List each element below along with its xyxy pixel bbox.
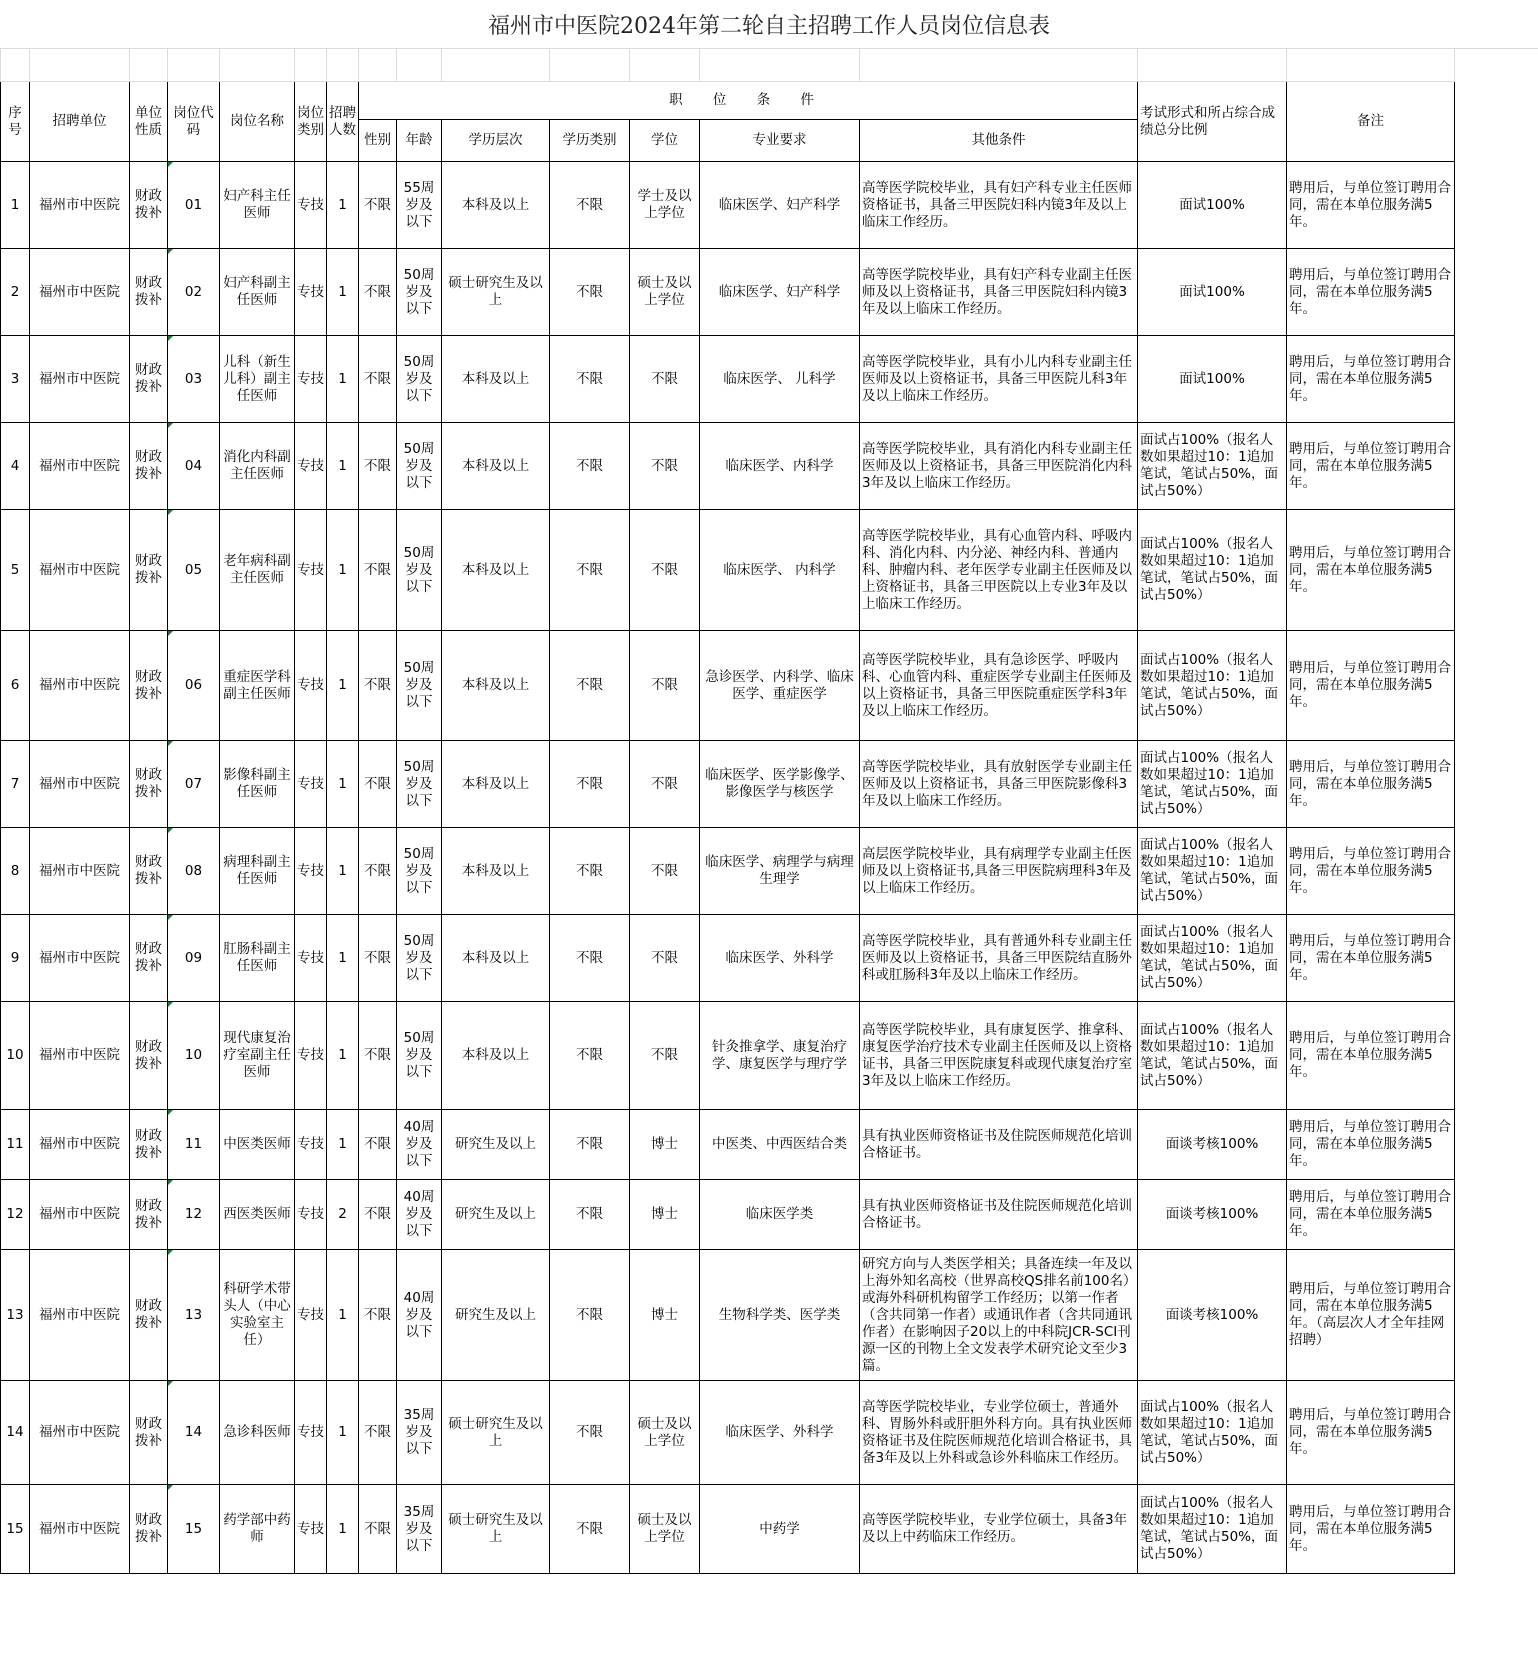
cell-name: 妇产科主任医师 (220, 162, 295, 249)
cell-count: 1 (327, 510, 359, 631)
cell-edu-level: 硕士研究生及以上 (442, 1381, 550, 1485)
cell-remark: 聘用后，与单位签订聘用合同，需在本单位服务满5年。 (1287, 1110, 1455, 1180)
cell-code: 01 (168, 162, 220, 249)
cell-edu-level: 本科及以上 (442, 828, 550, 915)
header-unit: 招聘单位 (30, 82, 130, 162)
cell-degree: 不限 (630, 915, 700, 1002)
cell-other: 高等医学院校毕业，专业学位硕士，具备3年及以上中药临床工作经历。 (860, 1485, 1138, 1574)
cell-seq: 4 (1, 423, 30, 510)
cell-category: 专技 (295, 741, 327, 828)
cell-other: 具有执业医师资格证书及住院医师规范化培训合格证书。 (860, 1110, 1138, 1180)
cell-edu-type: 不限 (550, 1381, 630, 1485)
cell-nature: 财政拨补 (130, 741, 168, 828)
cell-degree: 硕士及以上学位 (630, 1485, 700, 1574)
cell-name: 儿科（新生儿科）副主任医师 (220, 336, 295, 423)
cell-edu-type: 不限 (550, 162, 630, 249)
cell-category: 专技 (295, 249, 327, 336)
cell-name: 病理科副主任医师 (220, 828, 295, 915)
cell-edu-level: 本科及以上 (442, 162, 550, 249)
cell-degree: 博士 (630, 1250, 700, 1381)
cell-edu-level: 本科及以上 (442, 741, 550, 828)
header-nature: 单位性质 (130, 82, 168, 162)
cell-category: 专技 (295, 915, 327, 1002)
header-edu-level: 学历层次 (442, 120, 550, 162)
header-category: 岗位类别 (295, 82, 327, 162)
cell-exam: 面试100% (1138, 336, 1287, 423)
cell-other: 高等医学院校毕业，具有康复医学、推拿科、康复医学治疗技术专业副主任医师及以上资格证书，具备三甲医院康复科或现代康复治疗室3年及以上临床工作经历。 (860, 1002, 1138, 1110)
cell-major: 临床医学、 儿科学 (700, 336, 860, 423)
cell-age: 35周岁及以下 (397, 1381, 442, 1485)
cell-major: 临床医学类 (700, 1180, 860, 1250)
cell-code: 04 (168, 423, 220, 510)
cell-other: 高等医学院校毕业，具有急诊医学、呼吸内科、心血管内科、重症医学专业副主任医师及以上资格证书，具备三甲医院重症医学科3年及以上临床工作经历。 (860, 631, 1138, 741)
cell-edu-type: 不限 (550, 336, 630, 423)
cell-exam: 面谈考核100% (1138, 1110, 1287, 1180)
cell-name: 药学部中药师 (220, 1485, 295, 1574)
cell-edu-type: 不限 (550, 828, 630, 915)
cell-nature: 财政拨补 (130, 249, 168, 336)
cell-nature: 财政拨补 (130, 1180, 168, 1250)
cell-seq: 1 (1, 162, 30, 249)
table-row (1, 336, 1455, 423)
cell-remark: 聘用后，与单位签订聘用合同，需在本单位服务满5年。 (1287, 741, 1455, 828)
cell-degree: 不限 (630, 510, 700, 631)
cell-gender: 不限 (359, 162, 397, 249)
cell-seq: 5 (1, 510, 30, 631)
cell-seq: 3 (1, 336, 30, 423)
cell-remark: 聘用后，与单位签订聘用合同，需在本单位服务满5年。 (1287, 510, 1455, 631)
cell-seq: 14 (1, 1381, 30, 1485)
table-row (1, 741, 1455, 828)
cell-edu-type: 不限 (550, 1180, 630, 1250)
cell-count: 1 (327, 1485, 359, 1574)
cell-code: 10 (168, 1002, 220, 1110)
cell-edu-level: 研究生及以上 (442, 1110, 550, 1180)
cell-count: 1 (327, 423, 359, 510)
cell-age: 50周岁及以下 (397, 336, 442, 423)
cell-age: 35周岁及以下 (397, 1485, 442, 1574)
cell-nature: 财政拨补 (130, 1381, 168, 1485)
cell-gender: 不限 (359, 1485, 397, 1574)
cell-exam: 面试占100%（报名人数如果超过10：1追加笔试，笔试占50%，面试占50%） (1138, 915, 1287, 1002)
cell-degree: 不限 (630, 336, 700, 423)
header-seq: 序号 (1, 82, 30, 162)
cell-code: 07 (168, 741, 220, 828)
cell-other: 研究方向与人类医学相关；具备连续一年及以上海外知名高校（世界高校QS排名前100名）或海外科研机构留学工作经历；以第一作者（含共同第一作者）或通讯作者（含共同通讯作者）在影响因子20以上的中科院JCR-SCI刊源一区的刊物上全文发表学术研究论文至少3篇。 (860, 1250, 1138, 1381)
cell-major: 临床医学、妇产科学 (700, 249, 860, 336)
cell-name: 急诊科医师 (220, 1381, 295, 1485)
cell-edu-level: 本科及以上 (442, 510, 550, 631)
cell-category: 专技 (295, 336, 327, 423)
cell-seq: 10 (1, 1002, 30, 1110)
cell-other: 高层医学院校毕业，具有病理学专业副主任医师及以上资格证书,具备三甲医院病理科3年及以上临床工作经历。 (860, 828, 1138, 915)
cell-gender: 不限 (359, 249, 397, 336)
cell-name: 妇产科副主任医师 (220, 249, 295, 336)
cell-age: 50周岁及以下 (397, 1002, 442, 1110)
cell-count: 1 (327, 336, 359, 423)
header-remark: 备注 (1287, 82, 1455, 162)
cell-category: 专技 (295, 1110, 327, 1180)
cell-unit: 福州市中医院 (30, 1485, 130, 1574)
cell-gender: 不限 (359, 423, 397, 510)
cell-age: 50周岁及以下 (397, 741, 442, 828)
cell-code: 13 (168, 1250, 220, 1381)
cell-age: 55周岁及以下 (397, 162, 442, 249)
blank-row (1, 49, 1455, 82)
cell-name: 消化内科副主任医师 (220, 423, 295, 510)
cell-edu-level: 本科及以上 (442, 336, 550, 423)
cell-unit: 福州市中医院 (30, 249, 130, 336)
cell-degree: 不限 (630, 741, 700, 828)
cell-edu-type: 不限 (550, 1002, 630, 1110)
cell-nature: 财政拨补 (130, 915, 168, 1002)
cell-code: 03 (168, 336, 220, 423)
table-row (1, 1381, 1455, 1485)
cell-count: 1 (327, 1110, 359, 1180)
cell-age: 50周岁及以下 (397, 249, 442, 336)
cell-code: 14 (168, 1381, 220, 1485)
cell-edu-type: 不限 (550, 510, 630, 631)
cell-degree: 博士 (630, 1180, 700, 1250)
header-major: 专业要求 (700, 120, 860, 162)
cell-remark: 聘用后，与单位签订聘用合同，需在本单位服务满5年。 (1287, 828, 1455, 915)
cell-nature: 财政拨补 (130, 1002, 168, 1110)
cell-major: 生物科学类、医学类 (700, 1250, 860, 1381)
cell-edu-type: 不限 (550, 741, 630, 828)
cell-exam: 面试占100%（报名人数如果超过10：1追加笔试，笔试占50%，面试占50%） (1138, 1485, 1287, 1574)
cell-remark: 聘用后，与单位签订聘用合同，需在本单位服务满5年。 (1287, 162, 1455, 249)
header-edu-type: 学历类别 (550, 120, 630, 162)
cell-category: 专技 (295, 423, 327, 510)
cell-edu-level: 本科及以上 (442, 631, 550, 741)
table-row (1, 1485, 1455, 1574)
cell-edu-level: 本科及以上 (442, 423, 550, 510)
header-age: 年龄 (397, 120, 442, 162)
cell-gender: 不限 (359, 510, 397, 631)
cell-exam: 面试占100%（报名人数如果超过10：1追加笔试，笔试占50%，面试占50%） (1138, 423, 1287, 510)
cell-seq: 7 (1, 741, 30, 828)
cell-nature: 财政拨补 (130, 423, 168, 510)
cell-code: 15 (168, 1485, 220, 1574)
cell-name: 老年病科副主任医师 (220, 510, 295, 631)
cell-seq: 12 (1, 1180, 30, 1250)
cell-seq: 13 (1, 1250, 30, 1381)
header-row-1 (1, 82, 1455, 120)
cell-seq: 11 (1, 1110, 30, 1180)
cell-edu-type: 不限 (550, 1485, 630, 1574)
cell-category: 专技 (295, 1381, 327, 1485)
cell-age: 50周岁及以下 (397, 510, 442, 631)
cell-category: 专技 (295, 1002, 327, 1110)
cell-count: 2 (327, 1180, 359, 1250)
cell-unit: 福州市中医院 (30, 162, 130, 249)
cell-age: 50周岁及以下 (397, 631, 442, 741)
cell-count: 1 (327, 631, 359, 741)
cell-name: 影像科副主任医师 (220, 741, 295, 828)
cell-nature: 财政拨补 (130, 1485, 168, 1574)
cell-edu-level: 本科及以上 (442, 1002, 550, 1110)
cell-code: 05 (168, 510, 220, 631)
cell-name: 重症医学科副主任医师 (220, 631, 295, 741)
cell-major: 临床医学、 内科学 (700, 510, 860, 631)
cell-age: 40周岁及以下 (397, 1110, 442, 1180)
cell-category: 专技 (295, 1250, 327, 1381)
cell-exam: 面试占100%（报名人数如果超过10：1追加笔试，笔试占50%，面试占50%） (1138, 1002, 1287, 1110)
header-name: 岗位名称 (220, 82, 295, 162)
header-gender: 性别 (359, 120, 397, 162)
cell-remark: 聘用后，与单位签订聘用合同，需在本单位服务满5年。 (1287, 631, 1455, 741)
cell-age: 40周岁及以下 (397, 1250, 442, 1381)
cell-exam: 面试占100%（报名人数如果超过10：1追加笔试，笔试占50%，面试占50%） (1138, 510, 1287, 631)
cell-seq: 2 (1, 249, 30, 336)
cell-gender: 不限 (359, 741, 397, 828)
header-exam: 考试形式和所占综合成绩总分比例 (1138, 82, 1287, 162)
cell-gender: 不限 (359, 1002, 397, 1110)
cell-unit: 福州市中医院 (30, 631, 130, 741)
cell-edu-type: 不限 (550, 249, 630, 336)
table-row (1, 249, 1455, 336)
cell-unit: 福州市中医院 (30, 336, 130, 423)
cell-count: 1 (327, 828, 359, 915)
cell-edu-type: 不限 (550, 1110, 630, 1180)
cell-count: 1 (327, 249, 359, 336)
cell-name: 肛肠科副主任医师 (220, 915, 295, 1002)
cell-remark: 聘用后，与单位签订聘用合同，需在本单位服务满5年。 (1287, 1485, 1455, 1574)
cell-category: 专技 (295, 1485, 327, 1574)
cell-seq: 15 (1, 1485, 30, 1574)
cell-seq: 9 (1, 915, 30, 1002)
cell-degree: 不限 (630, 1002, 700, 1110)
cell-other: 高等医学院校毕业，具有小儿内科专业副主任医师及以上资格证书，具备三甲医院儿科3年及以上临床工作经历。 (860, 336, 1138, 423)
table-row (1, 1250, 1455, 1381)
cell-major: 针灸推拿学、康复治疗学、康复医学与理疗学 (700, 1002, 860, 1110)
cell-count: 1 (327, 915, 359, 1002)
cell-exam: 面谈考核100% (1138, 1250, 1287, 1381)
cell-other: 高等医学院校毕业，具有妇产科专业主任医师资格证书，具备三甲医院妇科内镜3年及以上临床工作经历。 (860, 162, 1138, 249)
cell-code: 08 (168, 828, 220, 915)
cell-unit: 福州市中医院 (30, 741, 130, 828)
cell-degree: 博士 (630, 1110, 700, 1180)
cell-remark: 聘用后，与单位签订聘用合同，需在本单位服务满5年。 (1287, 915, 1455, 1002)
cell-name: 西医类医师 (220, 1180, 295, 1250)
header-count: 招聘人数 (327, 82, 359, 162)
cell-age: 40周岁及以下 (397, 1180, 442, 1250)
cell-exam: 面试占100%（报名人数如果超过10：1追加笔试，笔试占50%，面试占50%） (1138, 631, 1287, 741)
cell-category: 专技 (295, 828, 327, 915)
table-row (1, 423, 1455, 510)
cell-exam: 面试占100%（报名人数如果超过10：1追加笔试，笔试占50%，面试占50%） (1138, 1381, 1287, 1485)
cell-exam: 面试100% (1138, 249, 1287, 336)
cell-name: 现代康复治疗室副主任医师 (220, 1002, 295, 1110)
cell-major: 急诊医学、内科学、临床医学、重症医学 (700, 631, 860, 741)
cell-nature: 财政拨补 (130, 510, 168, 631)
table-row (1, 1002, 1455, 1110)
cell-count: 1 (327, 1002, 359, 1110)
cell-major: 临床医学、妇产科学 (700, 162, 860, 249)
cell-gender: 不限 (359, 1180, 397, 1250)
cell-degree: 不限 (630, 423, 700, 510)
cell-exam: 面谈考核100% (1138, 1180, 1287, 1250)
table-row (1, 1110, 1455, 1180)
cell-gender: 不限 (359, 631, 397, 741)
cell-other: 高等医学院校毕业，专业学位硕士，普通外科、胃肠外科或肝胆外科方向。具有执业医师资格证书及住院医师规范化培训合格证书，具备3年及以上外科或急诊外科临床工作经历。 (860, 1381, 1138, 1485)
header-conditions-group: 职 位 条 件 (359, 82, 1138, 120)
cell-edu-level: 硕士研究生及以上 (442, 1485, 550, 1574)
table-row (1, 162, 1455, 249)
cell-code: 02 (168, 249, 220, 336)
cell-degree: 不限 (630, 828, 700, 915)
cell-category: 专技 (295, 510, 327, 631)
cell-edu-type: 不限 (550, 631, 630, 741)
cell-major: 中医类、中西医结合类 (700, 1110, 860, 1180)
cell-unit: 福州市中医院 (30, 510, 130, 631)
cell-other: 高等医学院校毕业，具有普通外科专业副主任医师及以上资格证书，具备三甲医院结直肠外科或肛肠科3年及以上临床工作经历。 (860, 915, 1138, 1002)
cell-age: 50周岁及以下 (397, 915, 442, 1002)
cell-count: 1 (327, 741, 359, 828)
cell-unit: 福州市中医院 (30, 915, 130, 1002)
cell-remark: 聘用后，与单位签订聘用合同，需在本单位服务满5年。 (1287, 336, 1455, 423)
cell-count: 1 (327, 1250, 359, 1381)
table-row (1, 631, 1455, 741)
cell-unit: 福州市中医院 (30, 1180, 130, 1250)
cell-degree: 不限 (630, 631, 700, 741)
cell-nature: 财政拨补 (130, 828, 168, 915)
cell-remark: 聘用后，与单位签订聘用合同，需在本单位服务满5年。 (1287, 1002, 1455, 1110)
cell-edu-level: 研究生及以上 (442, 1250, 550, 1381)
recruitment-table (0, 48, 1455, 1574)
cell-unit: 福州市中医院 (30, 1110, 130, 1180)
cell-major: 临床医学、外科学 (700, 1381, 860, 1485)
table-row (1, 915, 1455, 1002)
cell-name: 中医类医师 (220, 1110, 295, 1180)
cell-major: 临床医学、外科学 (700, 915, 860, 1002)
cell-other: 高等医学院校毕业，具有放射医学专业副主任医师及以上资格证书，具备三甲医院影像科3年及以上临床工作经历。 (860, 741, 1138, 828)
cell-other: 具有执业医师资格证书及住院医师规范化培训合格证书。 (860, 1180, 1138, 1250)
cell-remark: 聘用后，与单位签订聘用合同，需在本单位服务满5年。 (1287, 423, 1455, 510)
cell-nature: 财政拨补 (130, 336, 168, 423)
cell-edu-level: 研究生及以上 (442, 1180, 550, 1250)
cell-name: 科研学术带头人（中心实验室主任） (220, 1250, 295, 1381)
cell-degree: 学士及以上学位 (630, 162, 700, 249)
cell-code: 11 (168, 1110, 220, 1180)
cell-nature: 财政拨补 (130, 1110, 168, 1180)
cell-age: 50周岁及以下 (397, 828, 442, 915)
cell-degree: 硕士及以上学位 (630, 249, 700, 336)
cell-remark: 聘用后，与单位签订聘用合同，需在本单位服务满5年。 (1287, 1381, 1455, 1485)
cell-gender: 不限 (359, 1381, 397, 1485)
cell-major: 临床医学、医学影像学、影像医学与核医学 (700, 741, 860, 828)
cell-count: 1 (327, 162, 359, 249)
cell-code: 09 (168, 915, 220, 1002)
cell-code: 06 (168, 631, 220, 741)
cell-remark: 聘用后，与单位签订聘用合同，需在本单位服务满5年。 (1287, 1180, 1455, 1250)
table-row (1, 1180, 1455, 1250)
cell-exam: 面试100% (1138, 162, 1287, 249)
cell-edu-type: 不限 (550, 423, 630, 510)
cell-age: 50周岁及以下 (397, 423, 442, 510)
cell-gender: 不限 (359, 915, 397, 1002)
cell-edu-level: 本科及以上 (442, 915, 550, 1002)
cell-nature: 财政拨补 (130, 631, 168, 741)
cell-major: 临床医学、内科学 (700, 423, 860, 510)
cell-category: 专技 (295, 1180, 327, 1250)
cell-unit: 福州市中医院 (30, 1002, 130, 1110)
cell-code: 12 (168, 1180, 220, 1250)
cell-gender: 不限 (359, 828, 397, 915)
cell-exam: 面试占100%（报名人数如果超过10：1追加笔试，笔试占50%，面试占50%） (1138, 828, 1287, 915)
cell-unit: 福州市中医院 (30, 828, 130, 915)
cell-category: 专技 (295, 162, 327, 249)
cell-count: 1 (327, 1381, 359, 1485)
cell-edu-level: 硕士研究生及以上 (442, 249, 550, 336)
header-other: 其他条件 (860, 120, 1138, 162)
table-row (1, 828, 1455, 915)
cell-remark: 聘用后，与单位签订聘用合同，需在本单位服务满5年。（高层次人才全年挂网招聘） (1287, 1250, 1455, 1381)
cell-degree: 硕士及以上学位 (630, 1381, 700, 1485)
cell-gender: 不限 (359, 1250, 397, 1381)
header-code: 岗位代码 (168, 82, 220, 162)
cell-seq: 6 (1, 631, 30, 741)
cell-exam: 面试占100%（报名人数如果超过10：1追加笔试，笔试占50%，面试占50%） (1138, 741, 1287, 828)
cell-other: 高等医学院校毕业，具有消化内科专业副主任医师及以上资格证书，具备三甲医院消化内科3年及以上临床工作经历。 (860, 423, 1138, 510)
cell-gender: 不限 (359, 336, 397, 423)
cell-major: 中药学 (700, 1485, 860, 1574)
cell-unit: 福州市中医院 (30, 1250, 130, 1381)
cell-other: 高等医学院校毕业，具有妇产科专业副主任医师及以上资格证书，具备三甲医院妇科内镜3年及以上临床工作经历。 (860, 249, 1138, 336)
cell-edu-type: 不限 (550, 915, 630, 1002)
cell-nature: 财政拨补 (130, 162, 168, 249)
table-row (1, 510, 1455, 631)
document-title: 福州市中医院2024年第二轮自主招聘工作人员岗位信息表 (0, 0, 1538, 49)
cell-remark: 聘用后，与单位签订聘用合同，需在本单位服务满5年。 (1287, 249, 1455, 336)
cell-unit: 福州市中医院 (30, 423, 130, 510)
cell-category: 专技 (295, 631, 327, 741)
cell-major: 临床医学、病理学与病理生理学 (700, 828, 860, 915)
cell-seq: 8 (1, 828, 30, 915)
cell-gender: 不限 (359, 1110, 397, 1180)
cell-unit: 福州市中医院 (30, 1381, 130, 1485)
cell-edu-type: 不限 (550, 1250, 630, 1381)
cell-nature: 财政拨补 (130, 1250, 168, 1381)
header-degree: 学位 (630, 120, 700, 162)
cell-other: 高等医学院校毕业，具有心血管内科、呼吸内科、消化内科、内分泌、神经内科、普通内科、肿瘤内科、老年医学专业副主任医师及以上资格证书，具备三甲医院以上专业3年及以上临床工作经历。 (860, 510, 1138, 631)
